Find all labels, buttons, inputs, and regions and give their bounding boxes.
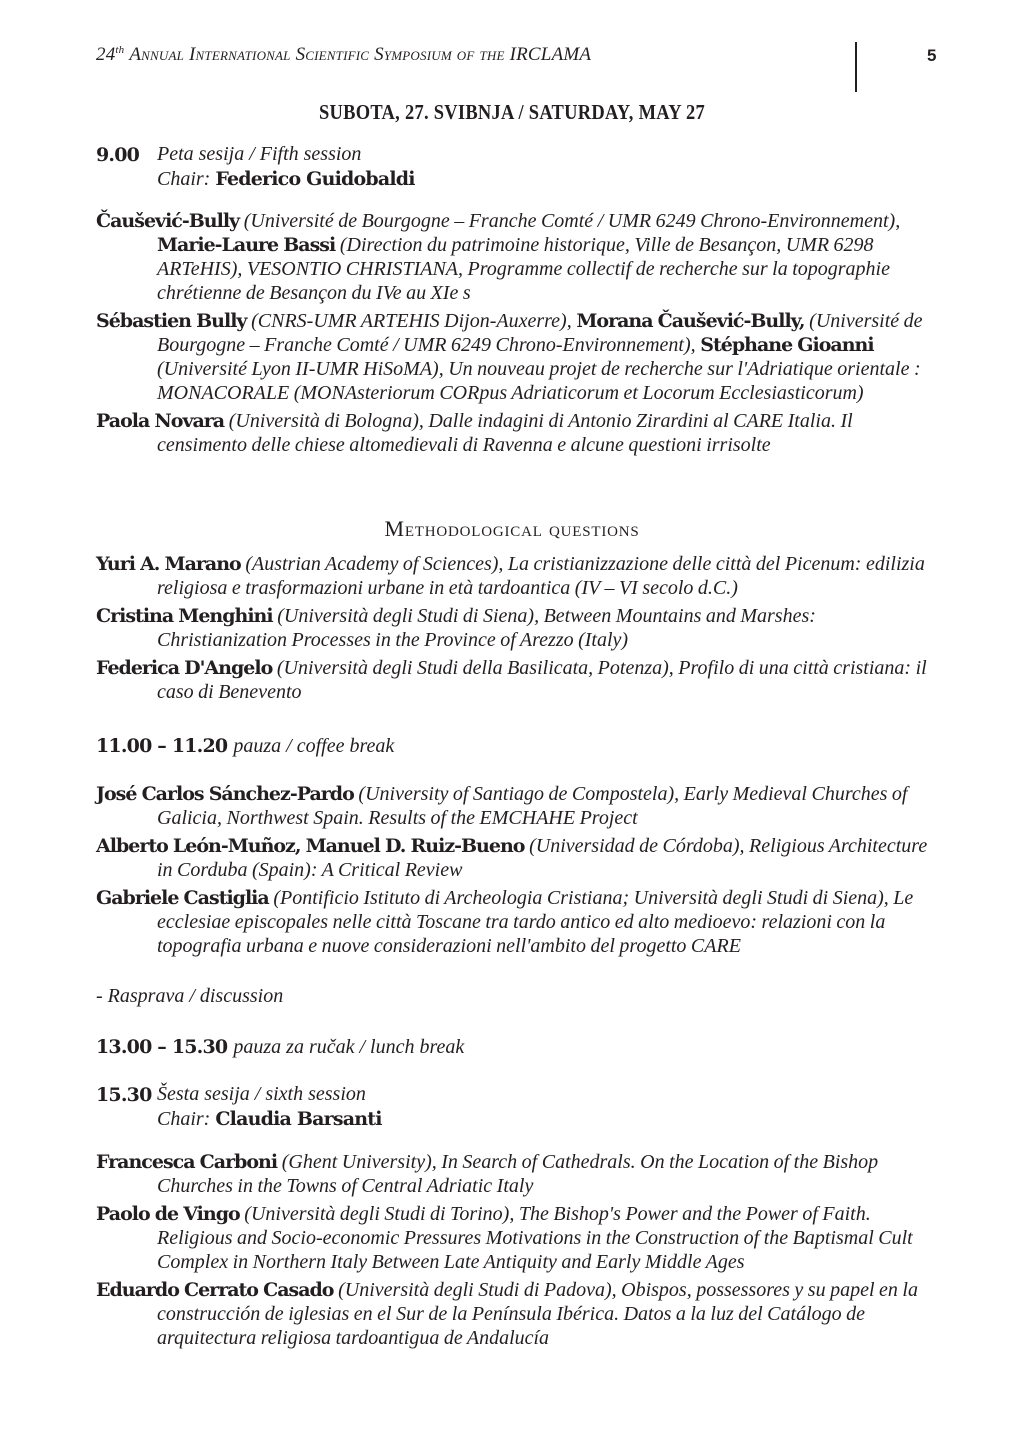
talk-entry: [96, 656, 942, 704]
talk-description: (University of Santiago de Compostela), Early Medieval Churches of Galicia, Northwest Spain. Results of the EMCHAHE Project: [157, 783, 908, 829]
speaker-name: Paola Novara: [96, 410, 225, 432]
session-5-title: Peta sesija / Fifth session: [157, 143, 362, 165]
page-number: 5: [927, 46, 937, 65]
speaker-name: Sébastien Bully: [96, 310, 247, 332]
speaker-name: Gabriele Castiglia: [96, 887, 269, 909]
coffee-break-label: pauza / coffee break: [233, 735, 395, 757]
session-6-header: [96, 1083, 942, 1135]
talk-description: (Università di Bologna), Dalle indagini di Antonio Zirardini al CARE Italia. Il censimento delle chiese altomedievali di Ravenna e alcune questioni irrisolte: [157, 410, 853, 456]
chair-label: Chair:: [157, 1108, 211, 1130]
talk-entry: [96, 309, 942, 405]
day-title: SUBOTA, 27. SVIBNJA / SATURDAY, MAY 27: [318, 100, 706, 124]
talk-entry: [96, 1150, 942, 1198]
header-divider: [855, 42, 857, 92]
talk-description: (Université de Bourgogne – Franche Comté / UMR 6249 Chrono-Environnement),: [157, 310, 923, 356]
talk-description: (Université Lyon II-UMR HiSoMA), Un nouveau projet de recherche sur l'Adriatique orientale : MONACORALE (MONAsteriorum CORpus Adriaticorum et Locorum Ecclesiasticorum): [157, 358, 921, 404]
chair-name: Federico Guidobaldi: [215, 168, 415, 190]
talk-description: (Università degli Studi di Siena), Between Mountains and Marshes: Christianization Processes in the Province of Arezzo (Italy): [157, 605, 816, 651]
header-title: Annual International Scientific Symposium of the IRCLAMA: [129, 44, 592, 65]
session-5-header: [96, 143, 942, 195]
discussion-note: - Rasprava / discussion: [96, 985, 284, 1007]
speaker-name: Federica D'Angelo: [96, 657, 273, 679]
talk-entry: [96, 782, 942, 830]
lunch-break: [96, 1035, 942, 1059]
session-5-chair: [157, 168, 415, 191]
lunch-break-time: 13.00 – 15.30: [96, 1036, 228, 1058]
speaker-name: Čaušević-Bully: [96, 210, 240, 232]
talk-entry: [96, 604, 942, 652]
coffee-break-time: 11.00 – 11.20: [96, 735, 228, 757]
talk-entry: [96, 409, 942, 457]
session-6-time: 15.30: [96, 1084, 152, 1106]
chair-name: Claudia Barsanti: [215, 1108, 382, 1130]
session-6-title: Šesta sesija / sixth session: [157, 1083, 366, 1105]
talk-description: (Università degli Studi di Torino), The Bishop's Power and the Power of Faith. Religious and Socio-economic Pressures Motivations in the Construction of the Baptismal Cult Complex in Northern Italy Between Late Antiquity and Early Middle Ages: [157, 1203, 913, 1273]
speaker-name: Cristina Menghini: [96, 605, 273, 627]
talk-description: (Direction du patrimoine historique, Ville de Besançon, UMR 6298 ARTeHIS), VESONTIO CHRISTIANA, Programme collectif de recherche sur la topographie chrétienne de Besançon du IVe au XIe s: [157, 234, 890, 304]
speaker-name: Stéphane Gioanni: [700, 334, 874, 356]
talk-entry: [96, 552, 942, 600]
speaker-name: Marie-Laure Bassi: [157, 234, 336, 256]
speaker-name: Alberto León-Muñoz, Manuel D. Ruiz-Bueno: [96, 835, 525, 857]
talk-description: (Austrian Academy of Sciences), La cristianizzazione delle città del Picenum: edilizia religiosa e trasformazioni urbane in età tardoantica (IV – VI secolo d.C.): [157, 553, 925, 599]
lunch-break-label: pauza za ručak / lunch break: [233, 1036, 465, 1058]
header-ordinal-suffix: th: [115, 44, 125, 56]
talk-list-methodological: [96, 552, 942, 704]
talk-description: (Université de Bourgogne – Franche Comté / UMR 6249 Chrono-Environnement),: [243, 210, 901, 232]
speaker-name: José Carlos Sánchez-Pardo: [96, 783, 354, 805]
talk-description: (Università degli Studi di Padova), Obispos, possessores y su papel en la construcción de iglesias en el Sur de la Península Ibérica. Datos a la luz del Catálogo de arquitectura religiosa tardoantigua de Andalucía: [157, 1279, 918, 1349]
talk-description: (Università degli Studi della Basilicata, Potenza), Profilo di una città cristiana: il caso di Benevento: [157, 657, 927, 703]
section-heading: Methodological questions: [384, 516, 640, 541]
coffee-break: [96, 734, 942, 758]
running-header: [96, 44, 591, 66]
speaker-name: Paolo de Vingo: [96, 1203, 240, 1225]
chair-label: Chair:: [157, 168, 211, 190]
talk-description: (Universidad de Córdoba), Religious Architecture in Corduba (Spain): A Critical Review: [157, 835, 928, 881]
session-6-chair: [157, 1108, 382, 1131]
talk-list-after-coffee: [96, 782, 942, 958]
talk-list-session-6: [96, 1150, 942, 1350]
talk-description: (Ghent University), In Search of Cathedrals. On the Location of the Bishop Churches in the Towns of Central Adriatic Italy: [157, 1151, 879, 1197]
talk-entry: [96, 886, 942, 958]
header-ordinal: 24: [96, 44, 116, 65]
talk-entry: [96, 834, 942, 882]
speaker-name: Yuri A. Marano: [96, 553, 241, 575]
talk-entry: [96, 1278, 942, 1350]
speaker-name: Francesca Carboni: [96, 1151, 278, 1173]
speaker-name: Eduardo Cerrato Casado: [96, 1279, 334, 1301]
talk-list-session-5: [96, 209, 942, 457]
talk-description: (Pontificio Istituto di Archeologia Cristiana; Università degli Studi di Siena), Le ecclesiae episcopales nelle città Toscane tra tardo antico ed alto medioevo: relazioni con la topografia urbana e nuove considerazioni nell'ambito del progetto CARE: [157, 887, 914, 957]
talk-entry: [96, 209, 942, 305]
speaker-name: Morana Čaušević-Bully,: [576, 310, 805, 332]
session-5-time: 9.00: [96, 144, 140, 166]
talk-entry: [96, 1202, 942, 1274]
talk-description: (CNRS-UMR ARTEHIS Dijon-Auxerre),: [251, 310, 572, 332]
